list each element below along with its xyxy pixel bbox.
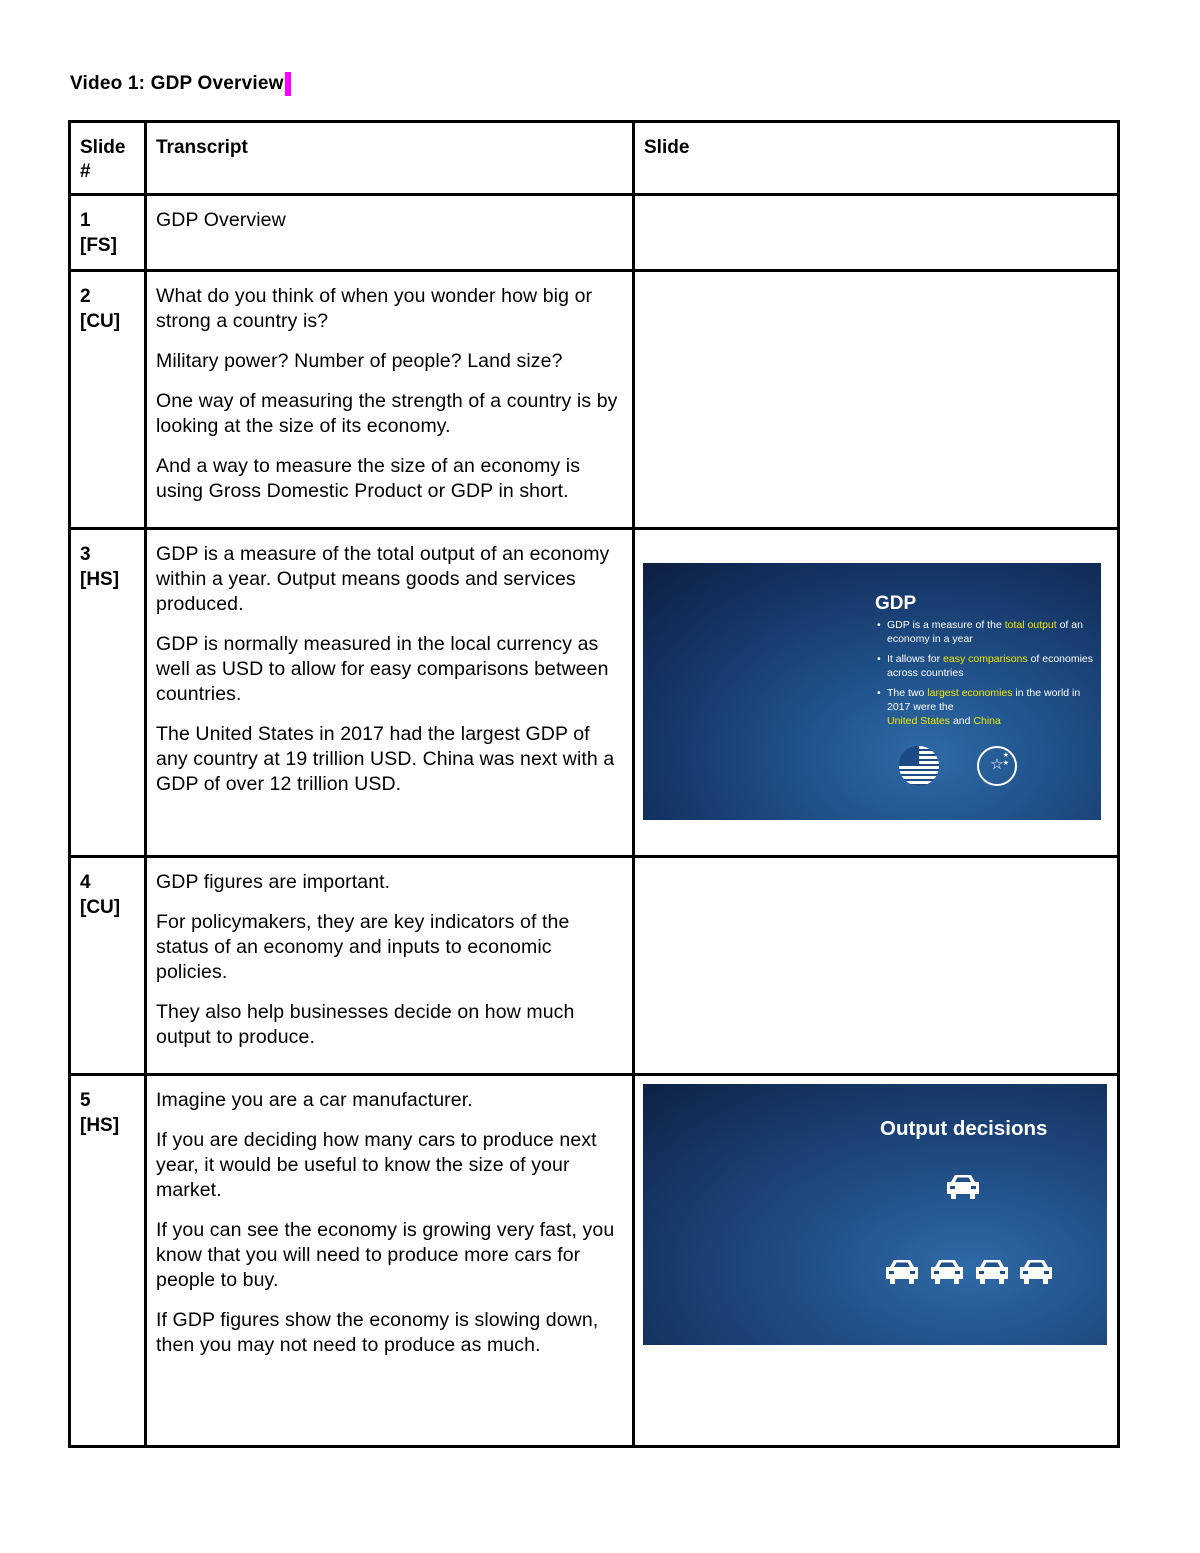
shot-type: [CU] <box>80 311 121 332</box>
car-icon <box>972 1257 1012 1287</box>
transcript-paragraph: GDP is normally measured in the local currency as well as USD to allow for easy comparisons between countries. <box>156 633 609 705</box>
slide-number-cell <box>70 1075 146 1447</box>
transcript-paragraph: GDP is a measure of the total output of an economy within a year. Output means goods and services produced. <box>156 543 610 615</box>
shot-type: [HS] <box>80 1115 120 1136</box>
transcript-cell[interactable] <box>146 529 634 857</box>
header-slide-number: Slide # <box>70 122 146 195</box>
transcript-paragraph: Imagine you are a car manufacturer. <box>156 1089 473 1111</box>
slide-thumbnail-gdp[interactable] <box>643 563 1101 820</box>
transcript-paragraph: For policymakers, they are key indicators of the status of an economy and inputs to economic policies. <box>156 911 570 983</box>
slide-title: GDP <box>875 593 917 614</box>
table-row <box>70 529 1119 857</box>
slide-number: 5 <box>80 1090 91 1111</box>
transcript-cell[interactable] <box>146 857 634 1075</box>
slide-bullets <box>875 618 1095 734</box>
slide-cell <box>634 1075 1119 1447</box>
slide-cell <box>634 857 1119 1075</box>
slide-number: 3 <box>80 544 91 565</box>
slide-number-cell <box>70 271 146 529</box>
slide-number-cell <box>70 195 146 271</box>
table-row <box>70 1075 1119 1447</box>
slide-bullet: • GDP is a measure of the total output of an economy in a year <box>875 618 1095 646</box>
slide-cell <box>634 195 1119 271</box>
slide-thumbnail-output-decisions[interactable] <box>643 1084 1107 1345</box>
car-icon <box>1016 1257 1056 1287</box>
slide-cell <box>634 271 1119 529</box>
transcript-paragraph: One way of measuring the strength of a country is by looking at the size of its economy. <box>156 390 618 437</box>
slide-number-cell <box>70 857 146 1075</box>
car-icon <box>882 1257 922 1287</box>
script-table <box>68 120 1120 1448</box>
header-transcript: Transcript <box>146 122 634 195</box>
transcript-paragraph: If you can see the economy is growing very fast, you know that you will need to produce more cars for people to buy. <box>156 1219 615 1291</box>
document-title-text: Video 1: GDP Overview <box>70 73 284 94</box>
transcript-paragraph: They also help businesses decide on how much output to produce. <box>156 1001 575 1048</box>
transcript-paragraph: What do you think of when you wonder how big or strong a country is? <box>156 285 593 332</box>
transcript-paragraph: GDP Overview <box>156 209 286 231</box>
transcript-paragraph: The United States in 2017 had the largest GDP of any country at 19 trillion USD. China was next with a GDP of over 12 trillion USD. <box>156 723 615 795</box>
slide-number: 4 <box>80 872 91 893</box>
table-row <box>70 857 1119 1075</box>
table-header-row <box>70 122 1119 195</box>
table-row <box>70 271 1119 529</box>
slide-number: 2 <box>80 286 91 307</box>
transcript-paragraph: If you are deciding how many cars to produce next year, it would be useful to know the size of your market. <box>156 1129 597 1201</box>
slide-number: 1 <box>80 210 91 231</box>
document-title <box>70 72 291 96</box>
transcript-paragraph: And a way to measure the size of an economy is using Gross Domestic Product or GDP in short. <box>156 455 581 502</box>
slide-number-cell <box>70 529 146 857</box>
transcript-paragraph: Military power? Number of people? Land size? <box>156 350 563 372</box>
transcript-paragraph: GDP figures are important. <box>156 871 391 893</box>
slide-title: Output decisions <box>880 1117 1048 1140</box>
shot-type: [FS] <box>80 235 117 256</box>
transcript-cell[interactable] <box>146 195 634 271</box>
car-icon <box>943 1172 983 1202</box>
china-flag-icon: ☆ ★ ★ <box>977 746 1017 786</box>
transcript-cell[interactable] <box>146 1075 634 1447</box>
car-icon <box>927 1257 967 1287</box>
header-slide: Slide <box>634 122 1119 195</box>
slide-cell <box>634 529 1119 857</box>
shot-type: [HS] <box>80 569 120 590</box>
slide-bullet: • The two largest economies in the world in 2017 were the United States and China <box>875 686 1095 728</box>
transcript-paragraph: If GDP figures show the economy is slowing down, then you may not need to produce as much. <box>156 1309 599 1356</box>
us-flag-icon <box>899 746 939 786</box>
text-cursor <box>285 72 291 96</box>
transcript-cell[interactable] <box>146 271 634 529</box>
table-row <box>70 195 1119 271</box>
shot-type: [CU] <box>80 897 121 918</box>
slide-bullet: • It allows for easy comparisons of economies across countries <box>875 652 1095 680</box>
